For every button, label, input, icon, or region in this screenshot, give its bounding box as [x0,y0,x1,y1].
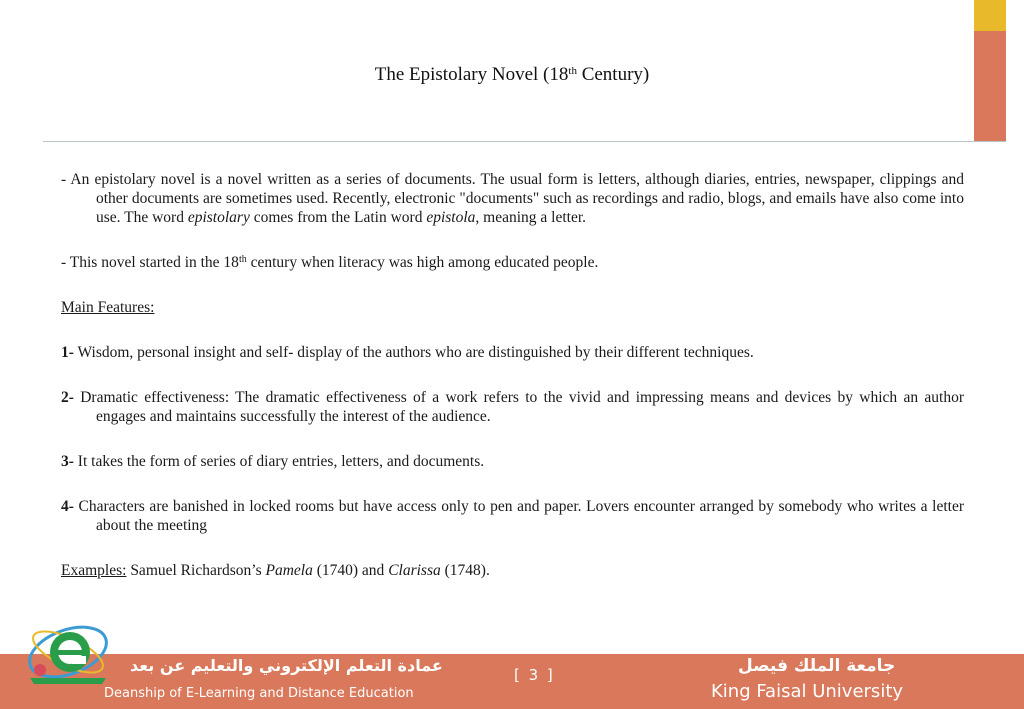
deanship-english-name: Deanship of E-Learning and Distance Education [104,686,414,701]
title-divider [43,141,1006,142]
history-paragraph: - This novel started in the 18th century when literacy was high among educated people. [61,254,599,271]
university-arabic-name: جامعة الملك فيصل [738,656,896,676]
accent-bar-yellow [974,0,1006,31]
footer-bar [0,654,1024,709]
deanship-arabic-name: عمادة التعلم الإلكتروني والتعليم عن بعد [130,656,443,675]
accent-bar-orange [974,31,1006,141]
slide-body [61,170,964,580]
feature-item-3: 3- It takes the form of series of diary entries, letters, and documents. [61,453,485,470]
slide-title: The Epistolary Novel (18th Century) [374,64,650,85]
page-number: [ 3 ] [514,666,555,684]
examples-line: Examples: Samuel Richardson’s Pamela (1740) and Clarissa (1748). [61,562,490,579]
feature-item-1: 1- Wisdom, personal insight and self- display of the authors who are distinguished by their different techniques. [61,344,754,361]
definition-paragraph: - An epistolary novel is a novel written as a series of documents. The usual form is letters, although diaries, entries, newspaper, clippings and other documents are sometimes used. Recently, electronic "documents" such as recordings and radio, blogs, and emails have also come into use. The word epistolary comes from the Latin word epistola, meaning a letter. [61,171,964,226]
elearning-logo-icon [22,612,114,690]
feature-item-2: 2- Dramatic effectiveness: The dramatic effectiveness of a work refers to the vivid and impressing means and devices by which an author engages and maintains successfully the interest of the audience. [61,389,964,425]
university-english-name: King Faisal University [711,681,904,702]
features-heading: Main Features: [61,299,155,316]
feature-item-4: 4- Characters are banished in locked rooms but have access only to pen and paper. Lovers encounter arranged by somebody who writes a letter about the meeting [61,498,964,534]
